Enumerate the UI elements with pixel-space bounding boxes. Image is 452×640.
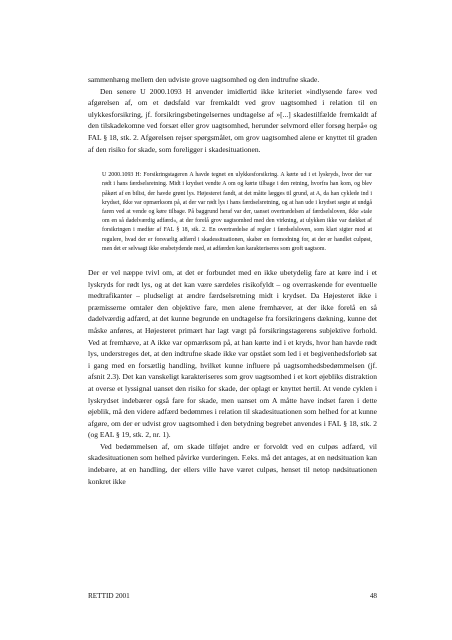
case-quote: U 2000.1093 H: Forsikringstageren A havde tegnet en ulykkesforsikring. A kørte ud i et lyskryds, hvor der var rødt i hans færdselsretning. Midt i krydset vendte A om og kørte tilbage i den retning, hvorfra han kom, og blev påkørt af en bilist, der havde grønt lys. Højesteret fandt, at det måtte lægges til grund, at A, da han cyklede ind i krydset, ikke var opmærksom på, at der var rødt lys i hans færdselsretning, og at han ude i krydset søgte at undgå faren ved at vende og køre tilbage. På baggrund heraf var der, uanset overtrædelsen af færdselsloven, ikke »tale om en så dadelværdig adfærd«, at der forelå grov uagtsomhed med den virkning, at ulykken ikke var dækket af forsikringen i medfør af FAL § 18, stk. 2. En overtrædelse af regler i færdselsloven, som klart sigter mod at regulere, hvad der er forsvarlig adfærd i skadessituationen, skaber en formodning for, at der er handlet culpøst, men det er selvsagt ikke ensbetydende med, at adfærden kan karakteriseres som groft uagtsom. bbox=[102, 172, 372, 252]
page-footer bbox=[88, 592, 377, 600]
page-number: 48 bbox=[369, 592, 377, 600]
page-body bbox=[88, 74, 377, 487]
paragraph-4: Ved bedømmelsen af, om skade tilføjet andre er forvoldt ved en culpøs adfærd, vil skadesituationen som helhed påvirke vurderingen. F.eks. må det antages, at en nødsituation kan indebære, at en handling, der ellers ville have været culpøs, henset til netop nødsituationen konkret ikke bbox=[88, 441, 377, 486]
paragraph-3: Der er vel næppe tvivl om, at det er forbundet med en ikke ubetydelig fare at køre ind i et lyskryds for rødt lys, og at det kan være særdeles risikofyldt – og overraskende for eventuelle medtrafikanter – pludseligt at ændre færdselsretning midt i krydset. Da Højesteret ikke i præmisserne omtaler den objektive fare, men alene fremhæver, at der ikke forelå en så dadelværdig adfærd, at det kunne begrunde en undtagelse fra forsikringens dækning, kunne det måske anføres, at Højesteret primært har lagt vægt på forsikringstagerens subjektive forhold. Ved at fremhæve, at A ikke var opmærksom på, at han kørte ind i et kryds, hvor han havde rødt lys, understreges det, at den indtrufne skade ikke var opstået som led i et begivenhedsforløb sat i gang med en forsætlig handling, hvilket kunne influere på uagtsomhedsbedømmelsen (jf. afsnit 2.3). Det kan vanskeligt karakteriseres som grov uagtsomhed i et kort øjebliks distraktion at overse et lyssignal uanset den risiko for skade, der oplagt er knyttet hertil. At vende cyklen i lyskrydset indebærer også fare for skade, men uanset om A måtte have indset faren i dette øjeblik, må den videre adfærd bedømmes i relation til skadesituationen som helhed for at kunne afgøre, om der er udvist grov uagtsomhed i den betydning begrebet anvendes i FAL § 18, stk. 2 (og EAL § 19, stk. 2, nr. 1). bbox=[88, 267, 377, 440]
paragraph-2: Den senere U 2000.1093 H anvender imidlertid ikke kriteriet »indlysende fare« ved afgørelsen af, om et dødsfald var fremkaldt ved grov uagtsomhed i relation til en ulykkesforsikring, jf. forsikringsbetingelsernes undtagelse af »[...] skadestilfælde fremkaldt af den tilskadekomne ved forsæt eller grov uagtsomhed, herunder selvmord eller forsøg herpå« og FAL § 18, stk. 2. Afgørelsen rejser spørgsmålet, om grov uagtsomhed alene er knyttet til graden af den risiko for skade, som foreligger i skadesituationen. bbox=[88, 86, 377, 154]
paragraph-1: sammenhæng mellem den udviste grove uagtsomhed og den indtrufne skade. bbox=[88, 75, 320, 84]
journal-name: RETTID 2001 bbox=[88, 592, 130, 600]
